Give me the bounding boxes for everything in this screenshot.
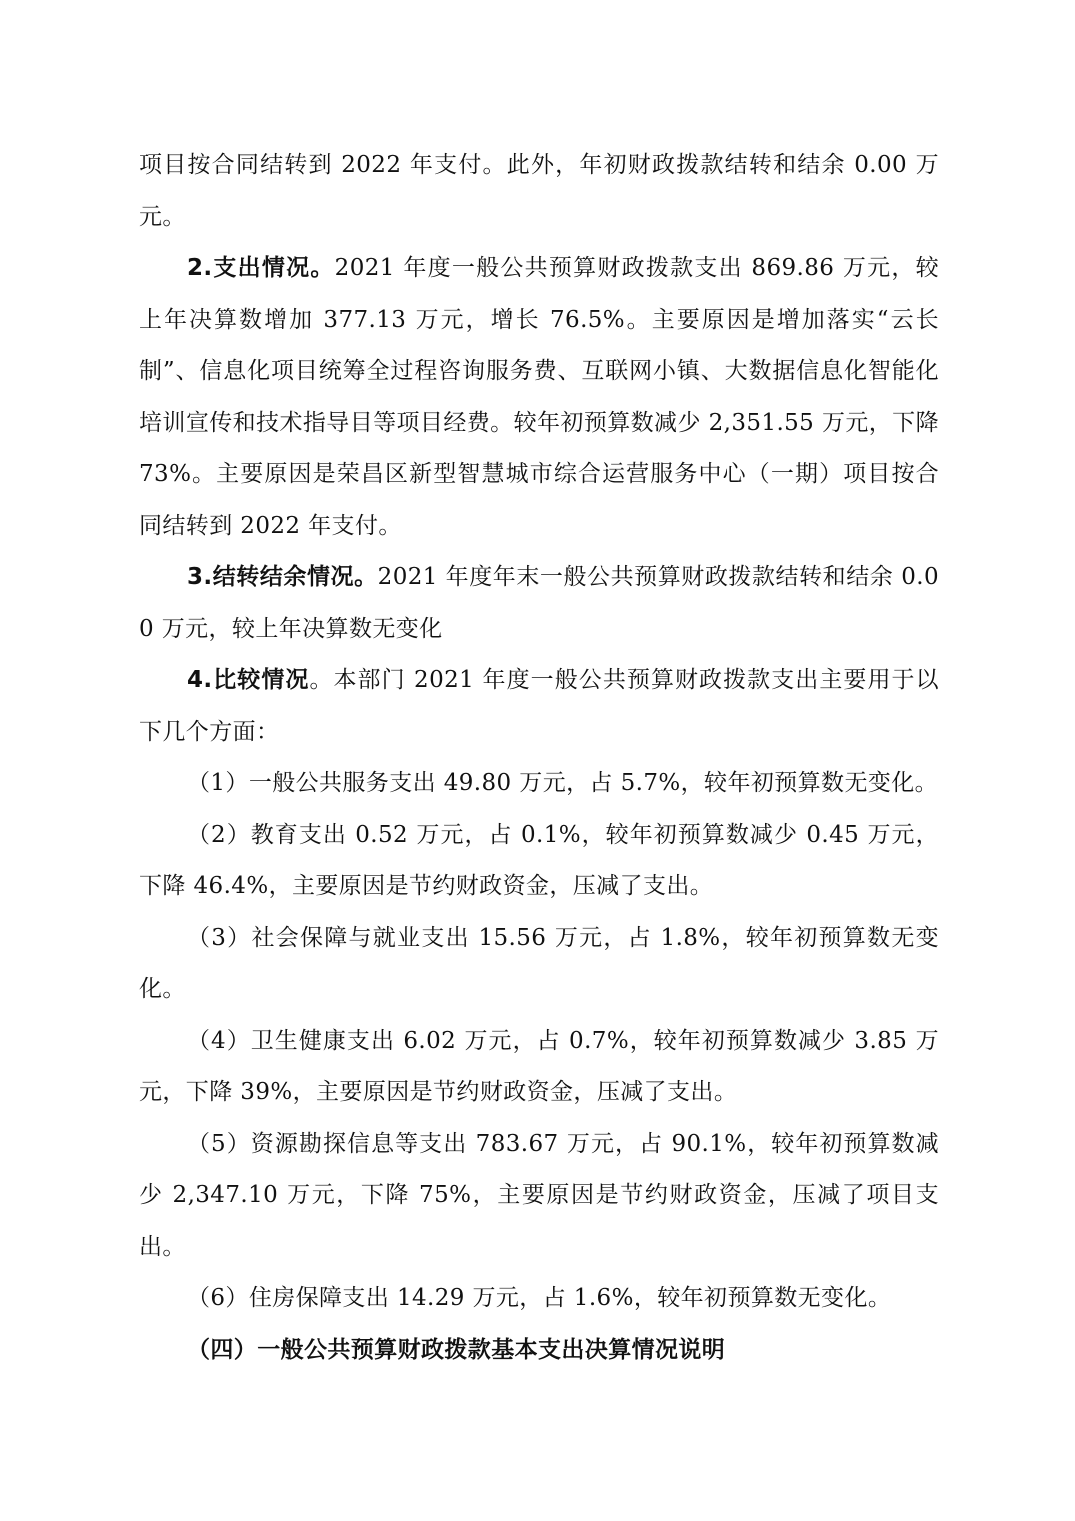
paragraph-carryover [139, 140, 939, 243]
list-item-text: （4）卫生健康支出 6.02 万元，占 0.7%，较年初预算数减少 3.85 万元，下降 39%，主要原因是节约财政资金，压减了支出。 [139, 1027, 939, 1105]
list-item-text: （3）社会保障与就业支出 15.56 万元，占 1.8%，较年初预算数无变化。 [139, 924, 939, 1002]
section-heading: （四）一般公共预算财政拨款基本支出决算情况说明 [187, 1336, 726, 1363]
list-item-text: （6）住房保障支出 14.29 万元，占 1.6%，较年初预算数无变化。 [187, 1285, 892, 1311]
document-body [139, 140, 939, 1376]
list-item [139, 1016, 939, 1119]
paragraph-lead: 2.支出情况。 [187, 255, 335, 281]
paragraph-text: 。本部门 2021 年度一般公共预算财政拨款支出主要用于以下几个方面： [139, 667, 939, 745]
paragraph-text: 项目按合同结转到 2022 年支付。此外，年初财政拨款结转和结余 0.00 万元。 [139, 152, 939, 230]
paragraph-expenditure [139, 243, 939, 552]
paragraph-comparison [139, 655, 939, 758]
list-item [139, 1273, 939, 1325]
paragraph-carryover-balance [139, 552, 939, 655]
list-item-text: （5）资源勘探信息等支出 783.67 万元，占 90.1%，较年初预算数减少 2,347.10 万元，下降 75%，主要原因是节约财政资金，压减了项目支出。 [139, 1130, 939, 1260]
paragraph-lead: 4.比较情况 [187, 667, 310, 693]
paragraph-text: 2021 年度年末一般公共预算财政拨款结转和结余 0.00 万元，较上年决算数无变化 [139, 564, 940, 642]
list-item [139, 1119, 939, 1274]
list-item-text: （1）一般公共服务支出 49.80 万元，占 5.7%，较年初预算数无变化。 [187, 770, 939, 796]
list-item [139, 913, 939, 1016]
paragraph-lead: 3.结转结余情况。 [187, 564, 378, 590]
paragraph-text: 2021 年度一般公共预算财政拨款支出 869.86 万元，较上年决算数增加 377.13 万元，增长 76.5%。主要原因是增加落实“云长制”、信息化项目统筹全过程咨询服务费、互联网小镇、大数据信息化智能化培训宣传和技术指导目等项目经费。较年初预算数减少 2,351.55 万元，下降 73%。主要原因是荣昌区新型智慧城市综合运营服务中心（一期）项目按合同结转到 2022 年支付。 [139, 255, 940, 539]
list-item [139, 810, 939, 913]
list-item-text: （2）教育支出 0.52 万元，占 0.1%，较年初预算数减少 0.45 万元，下降 46.4%，主要原因是节约财政资金，压减了支出。 [139, 821, 939, 899]
list-item [139, 758, 939, 810]
